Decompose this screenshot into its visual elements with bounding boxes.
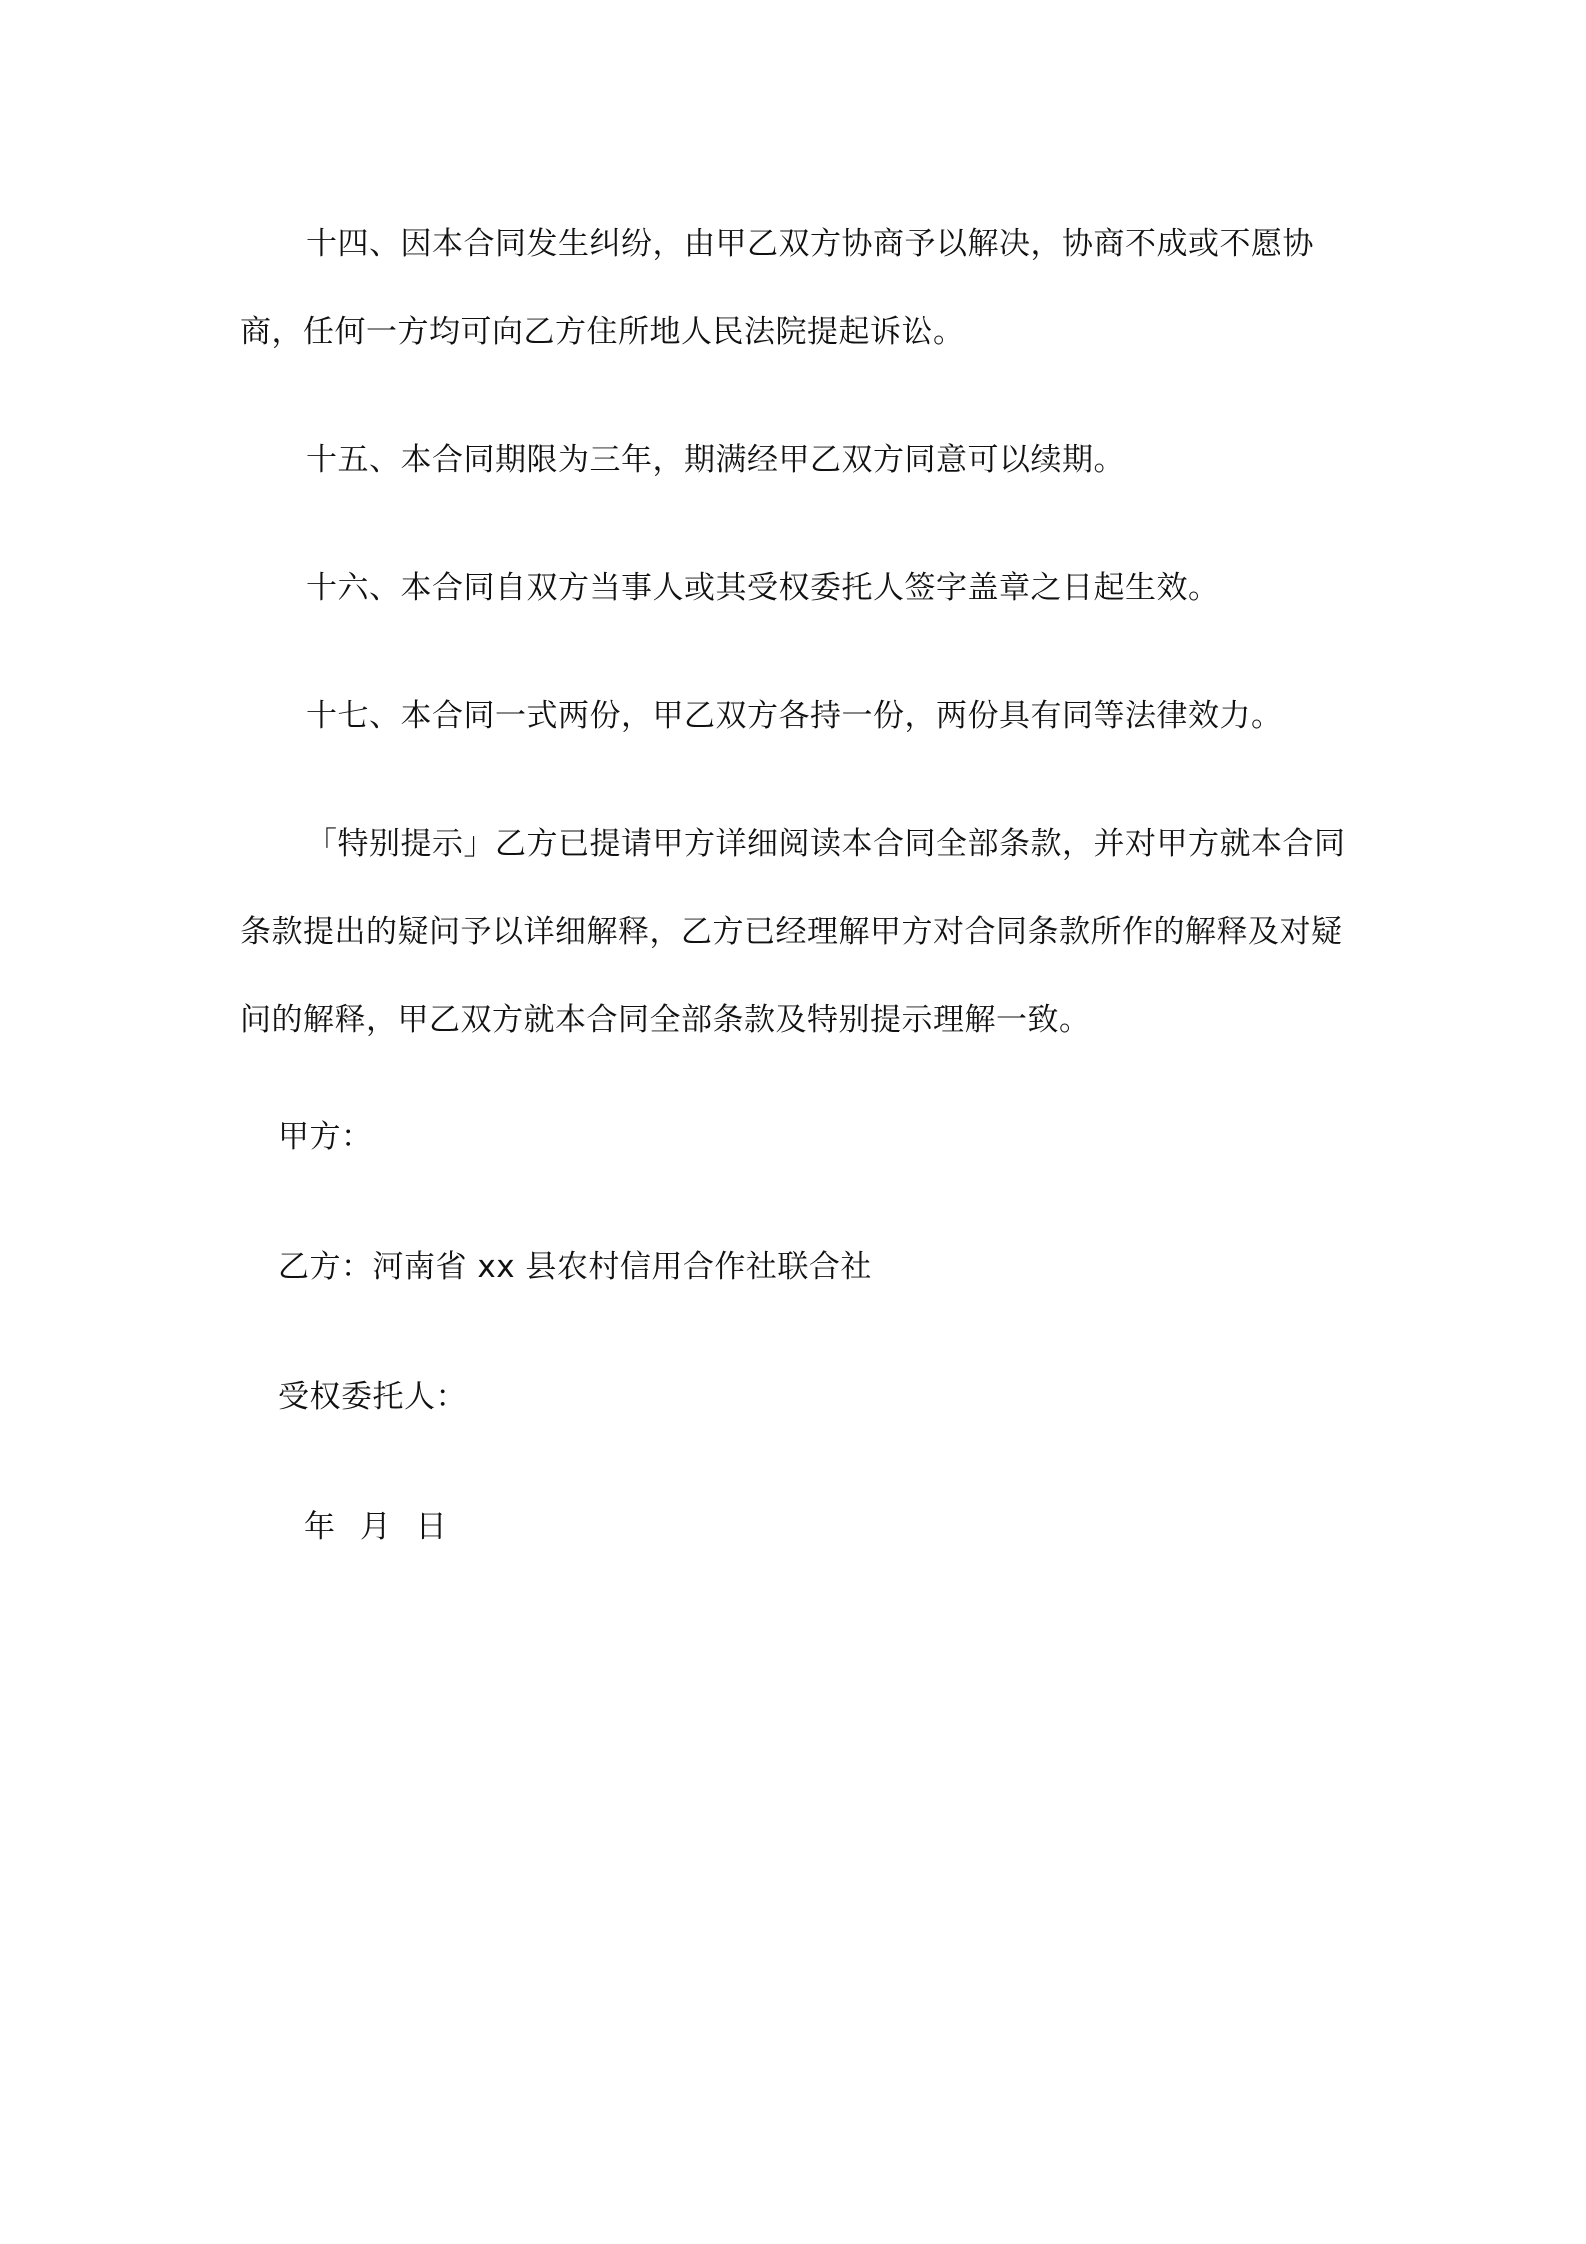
document-body <box>240 200 1360 1550</box>
special-notice: 「特别提示」乙方已提请甲方详细阅读本合同全部条款，并对甲方就本合同条款提出的疑问予以详细解释，乙方已经理解甲方对合同条款所作的解释及对疑问的解释，甲乙双方就本合同全部条款及特别提示理解一致。 <box>240 826 1346 1038</box>
clause-16: 十六、本合同自双方当事人或其受权委托人签字盖章之日起生效。 <box>306 570 1220 606</box>
date-year: 年 <box>304 1509 336 1545</box>
date-month: 月 <box>359 1509 392 1545</box>
party-b-signature-line: 乙方：河南省 xx 县农村信用合作社联合社 <box>278 1249 872 1285</box>
authorized-agent-signature-line: 受权委托人： <box>278 1379 467 1415</box>
clause-15: 十五、本合同期限为三年，期满经甲乙双方同意可以续期。 <box>306 442 1125 478</box>
clause-17: 十七、本合同一式两份，甲乙双方各持一份，两份具有同等法律效力。 <box>306 698 1283 734</box>
party-a-signature-line: 甲方： <box>278 1119 373 1155</box>
clause-14: 十四、因本合同发生纠纷，由甲乙双方协商予以解决，协商不成或不愿协商，任何一方均可向乙方住所地人民法院提起诉讼。 <box>240 226 1314 350</box>
date-line <box>304 1504 1360 1550</box>
date-day: 日 <box>415 1509 448 1545</box>
